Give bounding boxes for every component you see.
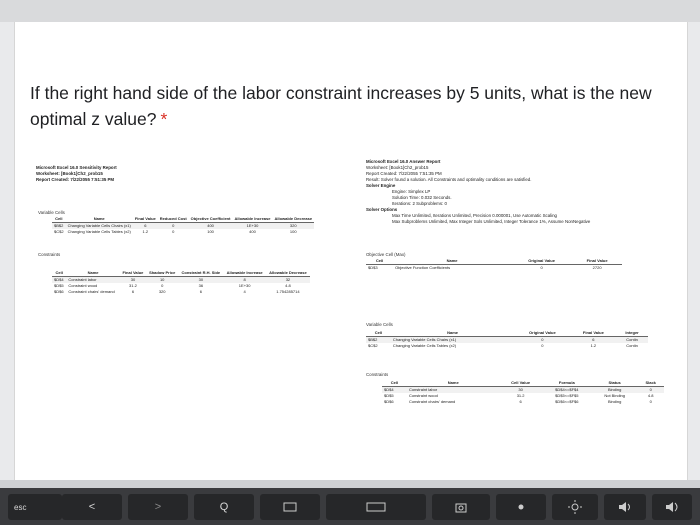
table-cell: Constraint labor <box>66 277 119 284</box>
question-text: If the right hand side of the labor constraint increases by 5 units, what is the new optimal z value? <box>30 83 652 129</box>
brightness-up-key[interactable] <box>552 494 598 520</box>
table-cell: Constraint chairs' demand <box>408 399 456 404</box>
table-cell: 0 <box>172 229 175 234</box>
table-cell: 400 <box>249 229 256 234</box>
col-header: Name <box>407 380 500 387</box>
col-header: Slack <box>637 380 664 387</box>
col-header: Cell <box>52 270 66 277</box>
table-cell: 100 <box>289 229 297 234</box>
table-cell: Constraint chairs' demand <box>68 289 115 294</box>
col-header: Allowable Decrease <box>266 270 310 277</box>
engine-type: Engine: Simplex LP <box>392 189 431 194</box>
forward-key[interactable]: > <box>128 494 188 520</box>
answer-variable-cells-label: Variable Cells <box>366 322 393 327</box>
col-header: Allowable Increase <box>234 216 271 221</box>
overview-key[interactable] <box>326 494 426 520</box>
options-line-2: Max Subproblems Unlimited, Max Integer Sols Unlimited, Integer Tolerance 1%, Assume NonNegative <box>392 219 591 224</box>
table-cell: 1E+30 <box>232 223 272 230</box>
sensitivity-constraint-table <box>52 270 310 295</box>
table-cell: 8 <box>223 277 265 284</box>
sensitivity-report-header <box>36 165 117 183</box>
col-header: Name <box>393 258 511 265</box>
table-cell: $C$2 <box>368 343 378 348</box>
table-cell: $D$4 <box>52 277 66 284</box>
brightness-down-key[interactable] <box>496 494 546 520</box>
engine-time: Solution Time: 0.032 Seconds. <box>392 195 452 200</box>
engine-label: Solver Engine <box>366 183 396 188</box>
table-cell: 6 <box>133 223 158 230</box>
table-cell: Binding <box>592 387 637 394</box>
col-header: Formula <box>542 380 592 387</box>
table-cell: 1.754285714 <box>276 289 300 294</box>
table-cell: 2720 <box>592 265 602 270</box>
table-cell: $D$6 <box>54 289 64 294</box>
table-cell: 4 <box>243 289 246 294</box>
options-line-1: Max Time Unlimited, Iterations Unlimited, Precision 0.000001, Use Automatic Scaling <box>392 213 557 218</box>
col-header: Integer <box>616 330 648 337</box>
table-cell: Changing Variable Cells Chairs (x1) <box>67 223 131 228</box>
table-cell: Contin <box>626 343 638 348</box>
table-cell: 10 <box>146 277 178 284</box>
table-cell: 31.2 <box>516 393 525 398</box>
table-cell: 0 <box>649 399 652 404</box>
table-cell: 6 <box>519 399 522 404</box>
options-label: Solver Options <box>366 207 398 212</box>
brightness-down-icon <box>515 501 527 513</box>
table-cell: 0 <box>514 337 570 344</box>
col-header: Cell <box>366 330 391 337</box>
col-header: Cell <box>366 258 393 265</box>
table-row <box>52 289 310 295</box>
back-key[interactable]: < <box>62 494 122 520</box>
col-header: Allowable Decrease <box>274 216 313 221</box>
col-header: Final Value <box>120 270 146 277</box>
table-cell: 6 <box>131 289 135 294</box>
sensitivity-variable-table <box>52 216 314 235</box>
col-header: Final Value <box>134 216 156 221</box>
table-cell: Objective Function Coefficients <box>395 265 451 270</box>
table-cell: 0 <box>637 387 664 394</box>
table-row <box>366 265 622 272</box>
table-cell: Constraint wood <box>408 393 438 398</box>
fullscreen-icon <box>283 502 297 512</box>
table-cell: 36 <box>198 283 204 288</box>
table-cell: 100 <box>207 229 214 234</box>
camera-icon <box>455 501 467 513</box>
browser-top-area <box>0 0 700 22</box>
col-header: Final Value <box>572 258 622 265</box>
col-header: Name <box>391 330 514 337</box>
table-cell: $D$5<=$F$5 <box>555 393 579 398</box>
answer-constraint-table <box>382 380 664 405</box>
answer-result: Result: Solver found a solution. All Constraints and optimality conditions are satisfied. <box>366 177 532 182</box>
col-header: Reduced Cost <box>159 216 187 221</box>
volume-up-icon <box>665 501 679 513</box>
table-cell: 0 <box>540 265 543 270</box>
col-header: Shadow Price <box>146 270 178 277</box>
col-header: Constraint R.H. Side <box>178 270 223 277</box>
search-key[interactable] <box>194 494 254 520</box>
table-cell: $D$6<=$F$6 <box>555 399 579 404</box>
table-cell: 1E+30 <box>238 283 251 288</box>
col-header: Original Value <box>511 258 572 265</box>
search-icon: Q <box>219 501 229 513</box>
screenshot-key[interactable] <box>432 494 490 520</box>
constraints-label: Constraints <box>38 252 61 257</box>
fullscreen-key[interactable] <box>260 494 320 520</box>
col-header: Objective Coefficient <box>190 216 231 221</box>
table-cell: $B$2 <box>366 337 391 344</box>
esc-key[interactable]: esc <box>8 494 62 520</box>
col-header: Allowable Increase <box>223 270 265 277</box>
table-cell: Contin <box>616 337 648 344</box>
table-cell: $D$3 <box>368 265 378 270</box>
table-cell: 30 <box>500 387 542 394</box>
col-header: Cell <box>382 380 407 387</box>
table-cell: Changing Variable Cells Tables (x2) <box>67 229 131 234</box>
table-cell: Constraint wood <box>68 283 98 288</box>
col-header: Original Value <box>514 330 570 337</box>
table-row <box>366 343 648 349</box>
table-cell: 320 <box>272 223 314 230</box>
table-cell: Binding <box>608 399 622 404</box>
engine-iterations: Iterations: 2 Subproblems: 0 <box>392 201 447 206</box>
objective-cell-label: Objective Cell (Max) <box>366 252 406 257</box>
question-title <box>30 80 680 132</box>
table-cell: $D$4<=$F$4 <box>542 387 592 394</box>
variable-cells-label: Variable Cells <box>38 210 65 215</box>
volume-key[interactable] <box>604 494 646 520</box>
report-worksheet: Worksheet: [Book1]Ch2_prob15 <box>36 171 103 176</box>
col-header: Status <box>592 380 637 387</box>
answer-variable-table <box>366 330 648 349</box>
brightness-up-icon <box>568 500 582 514</box>
col-header: Name <box>66 216 133 223</box>
table-cell: 1.2 <box>142 229 149 234</box>
table-row <box>52 229 314 235</box>
table-cell: 1.2 <box>590 343 597 348</box>
table-cell: 4.8 <box>647 393 654 398</box>
table-cell: 30 <box>178 277 223 284</box>
overview-icon <box>366 502 386 512</box>
table-cell: 0 <box>541 343 544 348</box>
table-cell: 31.2 <box>129 283 137 288</box>
table-cell: $D$5 <box>54 283 64 288</box>
table-cell: 0 <box>158 223 189 230</box>
table-cell: $D$6 <box>384 399 394 404</box>
table-cell: 32 <box>266 277 310 284</box>
col-header: Cell Value <box>500 380 542 387</box>
table-cell: 4.8 <box>285 283 291 288</box>
answer-objective-table <box>366 258 622 271</box>
answer-title: Microsoft Excel 16.0 Answer Report <box>366 159 441 164</box>
answer-created: Report Created: 7/22/2055 7:51:35 PM <box>366 171 442 176</box>
answer-worksheet: Worksheet: [Book1]Ch2_prob15 <box>366 165 429 170</box>
table-cell: 0 <box>161 283 164 288</box>
table-cell: $D$4 <box>382 387 407 394</box>
col-header: Name <box>66 270 119 277</box>
table-cell: 30 <box>120 277 146 284</box>
table-cell: 6 <box>571 337 617 344</box>
table-cell: Not Binding <box>604 393 626 398</box>
volume-up-key[interactable] <box>652 494 692 520</box>
table-cell: $D$5 <box>384 393 394 398</box>
table-cell: Constraint labor <box>407 387 500 394</box>
volume-icon <box>618 501 632 513</box>
report-created: Report Created: 7/22/2055 7:51:35 PM <box>36 177 115 182</box>
col-header: Cell <box>52 216 66 223</box>
col-header: Final Value <box>571 330 617 337</box>
table-cell: Changing Variable Cells Chairs (x1) <box>391 337 514 344</box>
table-cell: 6 <box>199 289 202 294</box>
keyboard-row <box>0 488 700 525</box>
table-cell: $C$2 <box>54 229 64 234</box>
answer-report-header <box>366 159 590 225</box>
table-cell: 400 <box>189 223 233 230</box>
table-cell: 320 <box>158 289 166 294</box>
table-cell: $B$2 <box>52 223 66 230</box>
answer-constraints-label: Constraints <box>366 372 389 377</box>
required-asterisk: * <box>160 109 168 129</box>
table-cell: Changing Variable Cells Tables (x2) <box>392 343 457 348</box>
table-row <box>382 399 664 405</box>
report-title: Microsoft Excel 16.0 Sensitivity Report <box>36 165 117 170</box>
